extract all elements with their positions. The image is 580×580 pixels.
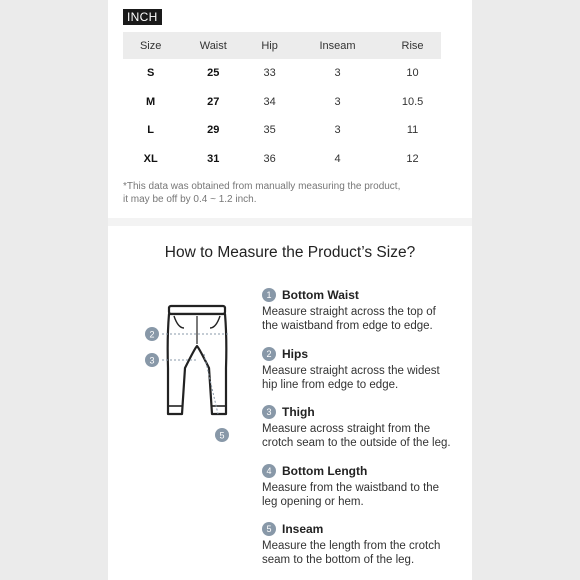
item-title: Inseam — [282, 522, 324, 536]
list-item — [262, 403, 462, 462]
cell-rise: 10.5 — [401, 95, 424, 108]
item-description: Measure from the waistband to the leg opening or hem. — [262, 481, 440, 508]
header-hip: Hip — [248, 32, 291, 59]
cell-waist: 29 — [207, 124, 220, 137]
list-item — [262, 286, 462, 345]
cell-hip: 36 — [263, 152, 276, 165]
table-row — [123, 59, 441, 88]
table-row — [123, 116, 441, 145]
size-chart-card — [108, 0, 472, 218]
size-table — [123, 32, 441, 173]
item-title: Thigh — [282, 405, 315, 419]
list-item — [262, 520, 462, 579]
header-size: Size — [123, 32, 178, 59]
cell-inseam: 3 — [334, 95, 341, 108]
item-description: Measure across straight from the crotch seam to the outside of the leg. — [262, 423, 451, 449]
step-badge: 5 — [262, 522, 276, 536]
table-header-row — [123, 32, 441, 59]
cell-rise: 12 — [406, 152, 419, 165]
table-row — [123, 88, 441, 117]
item-title: Bottom Waist — [282, 288, 359, 302]
cell-inseam: 3 — [334, 67, 341, 80]
cell-size: L — [147, 124, 154, 137]
pants-diagram — [138, 298, 238, 448]
diagram-marker-5: 5 — [219, 430, 225, 441]
header-rise: Rise — [384, 32, 441, 59]
step-badge: 3 — [262, 405, 276, 419]
how-to-title: How to Measure the Product’s Size? — [164, 244, 416, 261]
cell-hip: 34 — [263, 95, 276, 108]
step-badge: 1 — [262, 288, 276, 302]
item-title: Bottom Length — [282, 463, 368, 478]
cell-size: XL — [143, 152, 158, 165]
cell-size: M — [146, 95, 156, 108]
measure-instructions — [262, 286, 462, 579]
how-to-measure-card — [108, 226, 472, 580]
measurement-note: *This data was obtained from manually measuring the product, it may be off by 0.4 ~ 1.2 inch. — [123, 181, 401, 205]
diagram-marker-2: 2 — [149, 329, 155, 340]
background-right — [472, 0, 580, 580]
pants-outline-icon — [138, 298, 238, 448]
cell-rise: 10 — [406, 67, 419, 80]
unit-label: INCH — [123, 9, 162, 25]
cell-waist: 27 — [207, 95, 220, 108]
item-description: Measure straight across the widest hip line from edge to edge. — [262, 364, 440, 391]
item-title: Hips — [282, 346, 309, 361]
background-left — [0, 0, 108, 580]
item-description: Measure the length from the crotch seam to the bottom of the leg. — [262, 540, 441, 566]
list-item — [262, 462, 462, 521]
cell-hip: 35 — [263, 124, 276, 137]
header-inseam: Inseam — [291, 32, 384, 59]
step-badge: 4 — [262, 464, 276, 478]
cell-size: S — [146, 67, 155, 80]
diagram-marker-3: 3 — [149, 355, 155, 366]
cell-hip: 33 — [263, 67, 276, 80]
cell-rise: 11 — [406, 124, 419, 137]
cell-inseam: 4 — [334, 152, 341, 165]
cell-waist: 25 — [207, 67, 220, 80]
item-description: Measure straight across the top of the waistband from edge to edge. — [262, 306, 436, 332]
table-row — [123, 145, 441, 174]
list-item — [262, 345, 462, 404]
header-waist: Waist — [178, 32, 248, 59]
cell-waist: 31 — [207, 152, 220, 165]
step-badge: 2 — [262, 347, 276, 361]
cell-inseam: 3 — [334, 124, 341, 137]
